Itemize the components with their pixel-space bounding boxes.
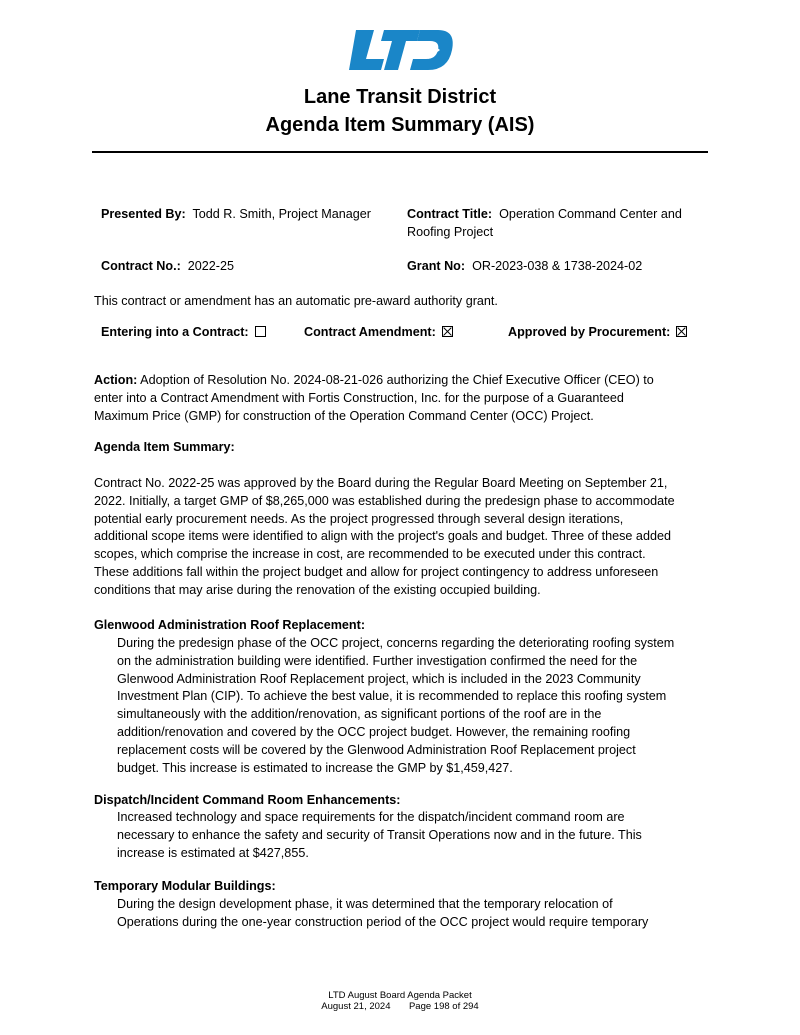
- preaward-note: This contract or amendment has an automatic pre-award authority grant.: [94, 294, 498, 308]
- contract-title: Contract Title: Operation Command Center and Roofing Project: [407, 207, 682, 239]
- checkbox-checked-icon: [442, 326, 453, 337]
- checkbox-approved-procurement[interactable]: Approved by Procurement:: [508, 324, 687, 342]
- action-paragraph: Action: Adoption of Resolution No. 2024-08-21-026 authorizing the Chief Executive Officer (CEO) to enter into a Contract Amendment with Fortis Construction, Inc. for the purpose of a Guaranteed Maximum Price (GMP) for construction of the Operation Command Center (OCC) Project.: [94, 373, 654, 423]
- checkbox-entering-contract[interactable]: Entering into a Contract:: [101, 324, 266, 342]
- section-heading-modular: Temporary Modular Buildings:: [94, 879, 276, 893]
- ltd-logo: [348, 28, 456, 77]
- section-heading-roof: Glenwood Administration Roof Replacement:: [94, 618, 366, 632]
- summary-paragraph: Contract No. 2022-25 was approved by the Board during the Regular Board Meeting on September 21, 2022. Initially, a target GMP of $8,265,000 was established during the predesign phase to accommodate potential early procurement needs. As the project progressed through several design iterations, additional scope items were identified to align with the project's goals and budget. Three of these added scopes, which comprise the increase in cost, are recommended to be executed under this contract. These additions fall within the project budget and allow for project contingency to address unforeseen conditions that may arise during the renovation of the existing occupied building.: [94, 476, 675, 597]
- summary-heading: Agenda Item Summary:: [94, 440, 235, 454]
- checkbox-empty-icon: [255, 326, 266, 337]
- header-divider: [92, 151, 708, 153]
- presented-by: Presented By: Todd R. Smith, Project Manager: [101, 207, 371, 221]
- checkbox-contract-amendment[interactable]: Contract Amendment:: [304, 324, 453, 342]
- checkbox-checked-icon: [676, 326, 687, 337]
- section-heading-dispatch: Dispatch/Incident Command Room Enhancements:: [94, 793, 401, 807]
- contract-no: Contract No.: 2022-25: [101, 259, 234, 273]
- footer: LTD August Board Agenda Packet August 21, 2024 Page 198 of 294: [321, 990, 479, 1012]
- section-body-modular: During the design development phase, it was determined that the temporary relocation of Operations during the one-year construction period of the OCC project would require temporary: [117, 897, 649, 929]
- section-body-roof: During the predesign phase of the OCC project, concerns regarding the deteriorating roofing system on the administration building were identified. Further investigation confirmed the need for the Glenwood Administration Roof Replacement project, which is included in the 2023 Community Investment Plan (CIP). To achieve the best value, it is recommended to replace this roofing system simultaneously with the addition/renovation, as significant portions of the roof are in the addition/renovation and covered by the OCC project budget. However, the remaining roofing replacement costs will be covered by the Glenwood Administration Roof Replacement project budget. This increase is estimated to increase the GMP by $1,459,427.: [117, 636, 675, 775]
- document-subtitle: Agenda Item Summary (AIS): [265, 114, 535, 136]
- grant-no: Grant No: OR-2023-038 & 1738-2024-02: [407, 259, 643, 273]
- document-title: Lane Transit District: [303, 86, 497, 108]
- section-body-dispatch: Increased technology and space requirements for the dispatch/incident command room are necessary to enhance the safety and security of Transit Operations now and in the future. This increase is estimated at $427,855.: [117, 810, 642, 860]
